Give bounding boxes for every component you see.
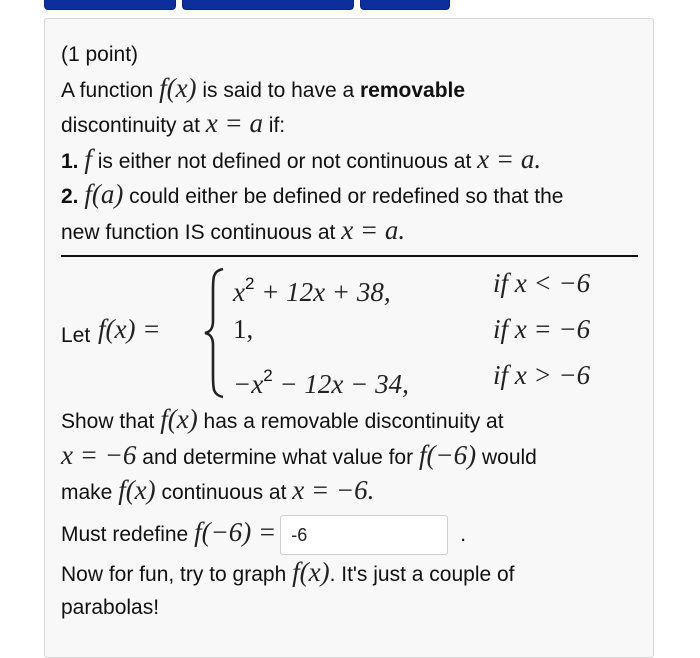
case-2-expr: 1, [233,314,254,344]
nav-tab-2[interactable] [182,0,354,10]
definition-line-1: A function f(x) is said to have a removable [61,72,466,103]
case-1-expr: $x^2 + 12x + 38$, [233,274,391,307]
math-fx: f(x) [159,72,197,103]
problem-content [61,38,641,625]
condition-item-1: 1. f is either not defined or not continuous at x = a. [61,143,542,174]
fun-line-1: Now for fun, try to graph f(x). It's just a couple of [61,556,515,587]
definition-line-2: discontinuity at x = a if: [61,108,286,138]
answer-row: Must redefine f(−6) = -6 . [61,510,641,554]
top-navigation-bar [0,0,700,8]
divider [61,255,638,257]
task-line-3: make f(x) continuous at x = −6. [61,475,375,505]
removable-bold: removable [359,78,466,102]
piecewise-lhs: f(x) = [98,314,161,344]
nav-tab-1[interactable] [44,0,176,10]
case-3-cond: if x > −6 [493,360,591,390]
condition-item-2-cont: new function IS continuous at x = a. [61,214,406,245]
piecewise-definition [61,263,641,403]
case-2-cond: if x = −6 [493,314,591,344]
task-line-1: Show that f(x) has a removable discontinuity at [61,404,504,434]
fun-line-2: parabolas! [61,596,160,619]
let-label: Let [61,324,91,347]
task-line-2: x = −6 and determine what value for f(−6) would [61,439,537,470]
case-3-expr: $-x^2 - 12x - 34$, [233,366,409,399]
answer-input[interactable]: -6 [280,515,448,555]
points-label: (1 point) [61,43,139,66]
condition-item-2: 2. f(a) could either be defined or redefined so that the [61,179,564,209]
case-1-cond: if x < −6 [493,268,591,298]
left-brace-icon [203,267,225,399]
nav-tab-3[interactable] [360,0,450,10]
math-x-eq-a: x = a [205,108,263,138]
